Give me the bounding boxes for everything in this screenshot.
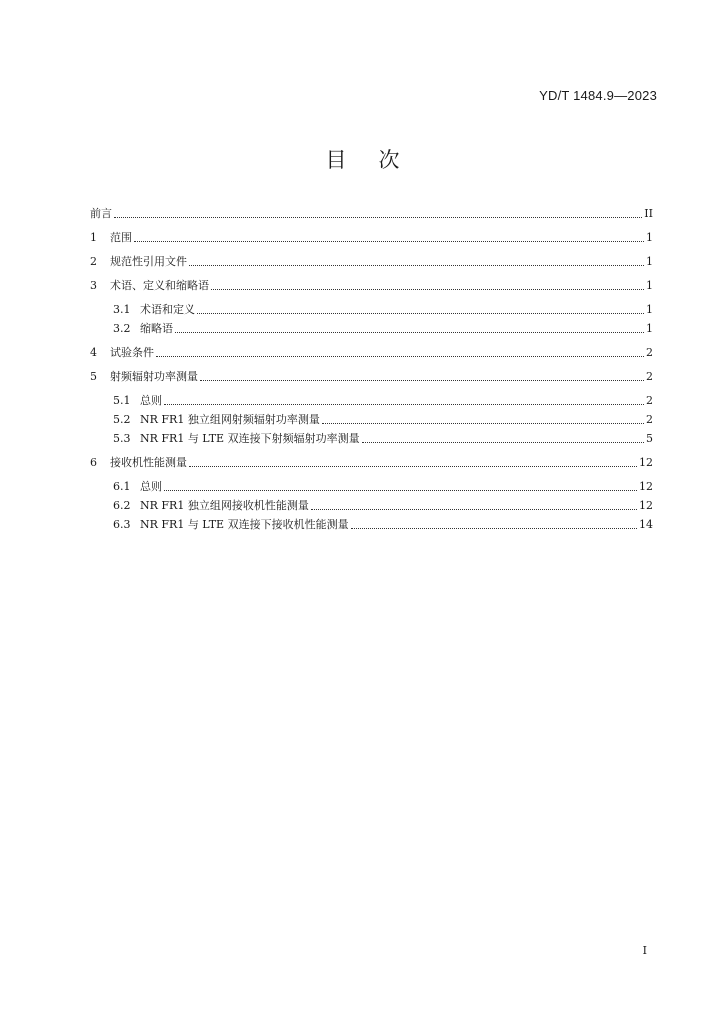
toc-leader-dots bbox=[200, 379, 644, 381]
toc-leader-dots bbox=[164, 403, 644, 405]
toc-entry-number: 6.2 bbox=[113, 499, 131, 512]
toc-entry-page: 12 bbox=[639, 480, 653, 493]
toc-leader-dots bbox=[211, 288, 644, 290]
toc-entry-page: 2 bbox=[646, 346, 653, 359]
toc-entry-label: 前言 bbox=[90, 207, 112, 220]
toc-entry-number: 3.2 bbox=[113, 322, 131, 335]
toc-entry-page: 12 bbox=[639, 499, 653, 512]
toc-entry-6[interactable] bbox=[90, 456, 653, 470]
toc-entry-label: 接收机性能测量 bbox=[110, 456, 187, 469]
toc-entry-label: 术语、定义和缩略语 bbox=[110, 279, 209, 292]
toc-leader-dots bbox=[189, 465, 637, 467]
toc-leader-dots bbox=[175, 331, 644, 333]
toc-entry-number: 2 bbox=[90, 255, 97, 268]
toc-entry-5-3[interactable] bbox=[113, 432, 653, 446]
toc-entry-label: 总则 bbox=[140, 480, 162, 493]
toc-entry-5-2[interactable] bbox=[113, 413, 653, 427]
toc-entry-foreword[interactable] bbox=[90, 207, 653, 221]
toc-entry-page: 1 bbox=[646, 322, 653, 335]
toc-entry-page: 2 bbox=[646, 370, 653, 383]
toc-entry-label: NR FR1 与 LTE 双连接下射频辐射功率测量 bbox=[140, 432, 360, 445]
page-number: I bbox=[642, 944, 647, 957]
toc-leader-dots bbox=[362, 441, 644, 443]
toc-entry-label: 规范性引用文件 bbox=[110, 255, 187, 268]
toc-leader-dots bbox=[311, 508, 637, 510]
toc-entry-label: 术语和定义 bbox=[140, 303, 195, 316]
toc-entry-1[interactable] bbox=[90, 231, 653, 245]
toc-entry-page: 1 bbox=[646, 255, 653, 268]
toc-entry-3-2[interactable] bbox=[113, 322, 653, 336]
toc-entry-label: NR FR1 与 LTE 双连接下接收机性能测量 bbox=[140, 518, 349, 531]
toc-entry-number: 1 bbox=[90, 231, 97, 244]
toc-entry-3-1[interactable] bbox=[113, 303, 653, 317]
document-code: YD/T 1484.9—2023 bbox=[539, 88, 657, 103]
toc-entry-label: 范围 bbox=[110, 231, 132, 244]
toc-entry-page: 12 bbox=[639, 456, 653, 469]
toc-entry-number: 4 bbox=[90, 346, 97, 359]
toc-entry-page: 1 bbox=[646, 303, 653, 316]
toc-leader-dots bbox=[197, 312, 644, 314]
toc-entry-label: 缩略语 bbox=[140, 322, 173, 335]
toc-entry-number: 5.3 bbox=[113, 432, 131, 445]
toc-entry-label: 总则 bbox=[140, 394, 162, 407]
toc-leader-dots bbox=[322, 422, 644, 424]
toc-entry-6-2[interactable] bbox=[113, 499, 653, 513]
toc-entry-6-1[interactable] bbox=[113, 480, 653, 494]
toc-entry-page: 1 bbox=[646, 279, 653, 292]
toc-title: 目次 bbox=[325, 148, 432, 172]
toc-entry-label: 射频辐射功率测量 bbox=[110, 370, 198, 383]
toc-entry-page: 5 bbox=[646, 432, 653, 445]
toc-leader-dots bbox=[156, 355, 644, 357]
toc-entry-number: 6.3 bbox=[113, 518, 131, 531]
toc-entry-page: 2 bbox=[646, 413, 653, 426]
toc-entry-6-3[interactable] bbox=[113, 518, 653, 532]
toc-entry-3[interactable] bbox=[90, 279, 653, 293]
toc-entry-page: 2 bbox=[646, 394, 653, 407]
toc-entry-label: NR FR1 独立组网接收机性能测量 bbox=[140, 499, 309, 512]
toc-entry-number: 3 bbox=[90, 279, 97, 292]
toc-entry-number: 3.1 bbox=[113, 303, 131, 316]
toc-entry-page: 1 bbox=[646, 231, 653, 244]
toc-entry-5-1[interactable] bbox=[113, 394, 653, 408]
toc-entry-number: 5 bbox=[90, 370, 97, 383]
toc-entry-label: NR FR1 独立组网射频辐射功率测量 bbox=[140, 413, 320, 426]
toc-entry-4[interactable] bbox=[90, 346, 653, 360]
toc-entry-5[interactable] bbox=[90, 370, 653, 384]
toc-leader-dots bbox=[351, 527, 637, 529]
toc-leader-dots bbox=[189, 264, 644, 266]
toc-entry-page: 14 bbox=[639, 518, 653, 531]
toc-entry-page: II bbox=[644, 207, 653, 220]
toc-entry-2[interactable] bbox=[90, 255, 653, 269]
toc-leader-dots bbox=[114, 216, 642, 218]
toc-entry-number: 6 bbox=[90, 456, 97, 469]
toc-entry-number: 5.1 bbox=[113, 394, 131, 407]
toc-entry-label: 试验条件 bbox=[110, 346, 154, 359]
toc-entry-number: 6.1 bbox=[113, 480, 131, 493]
toc-entry-number: 5.2 bbox=[113, 413, 131, 426]
toc-leader-dots bbox=[134, 240, 644, 242]
toc-leader-dots bbox=[164, 489, 637, 491]
